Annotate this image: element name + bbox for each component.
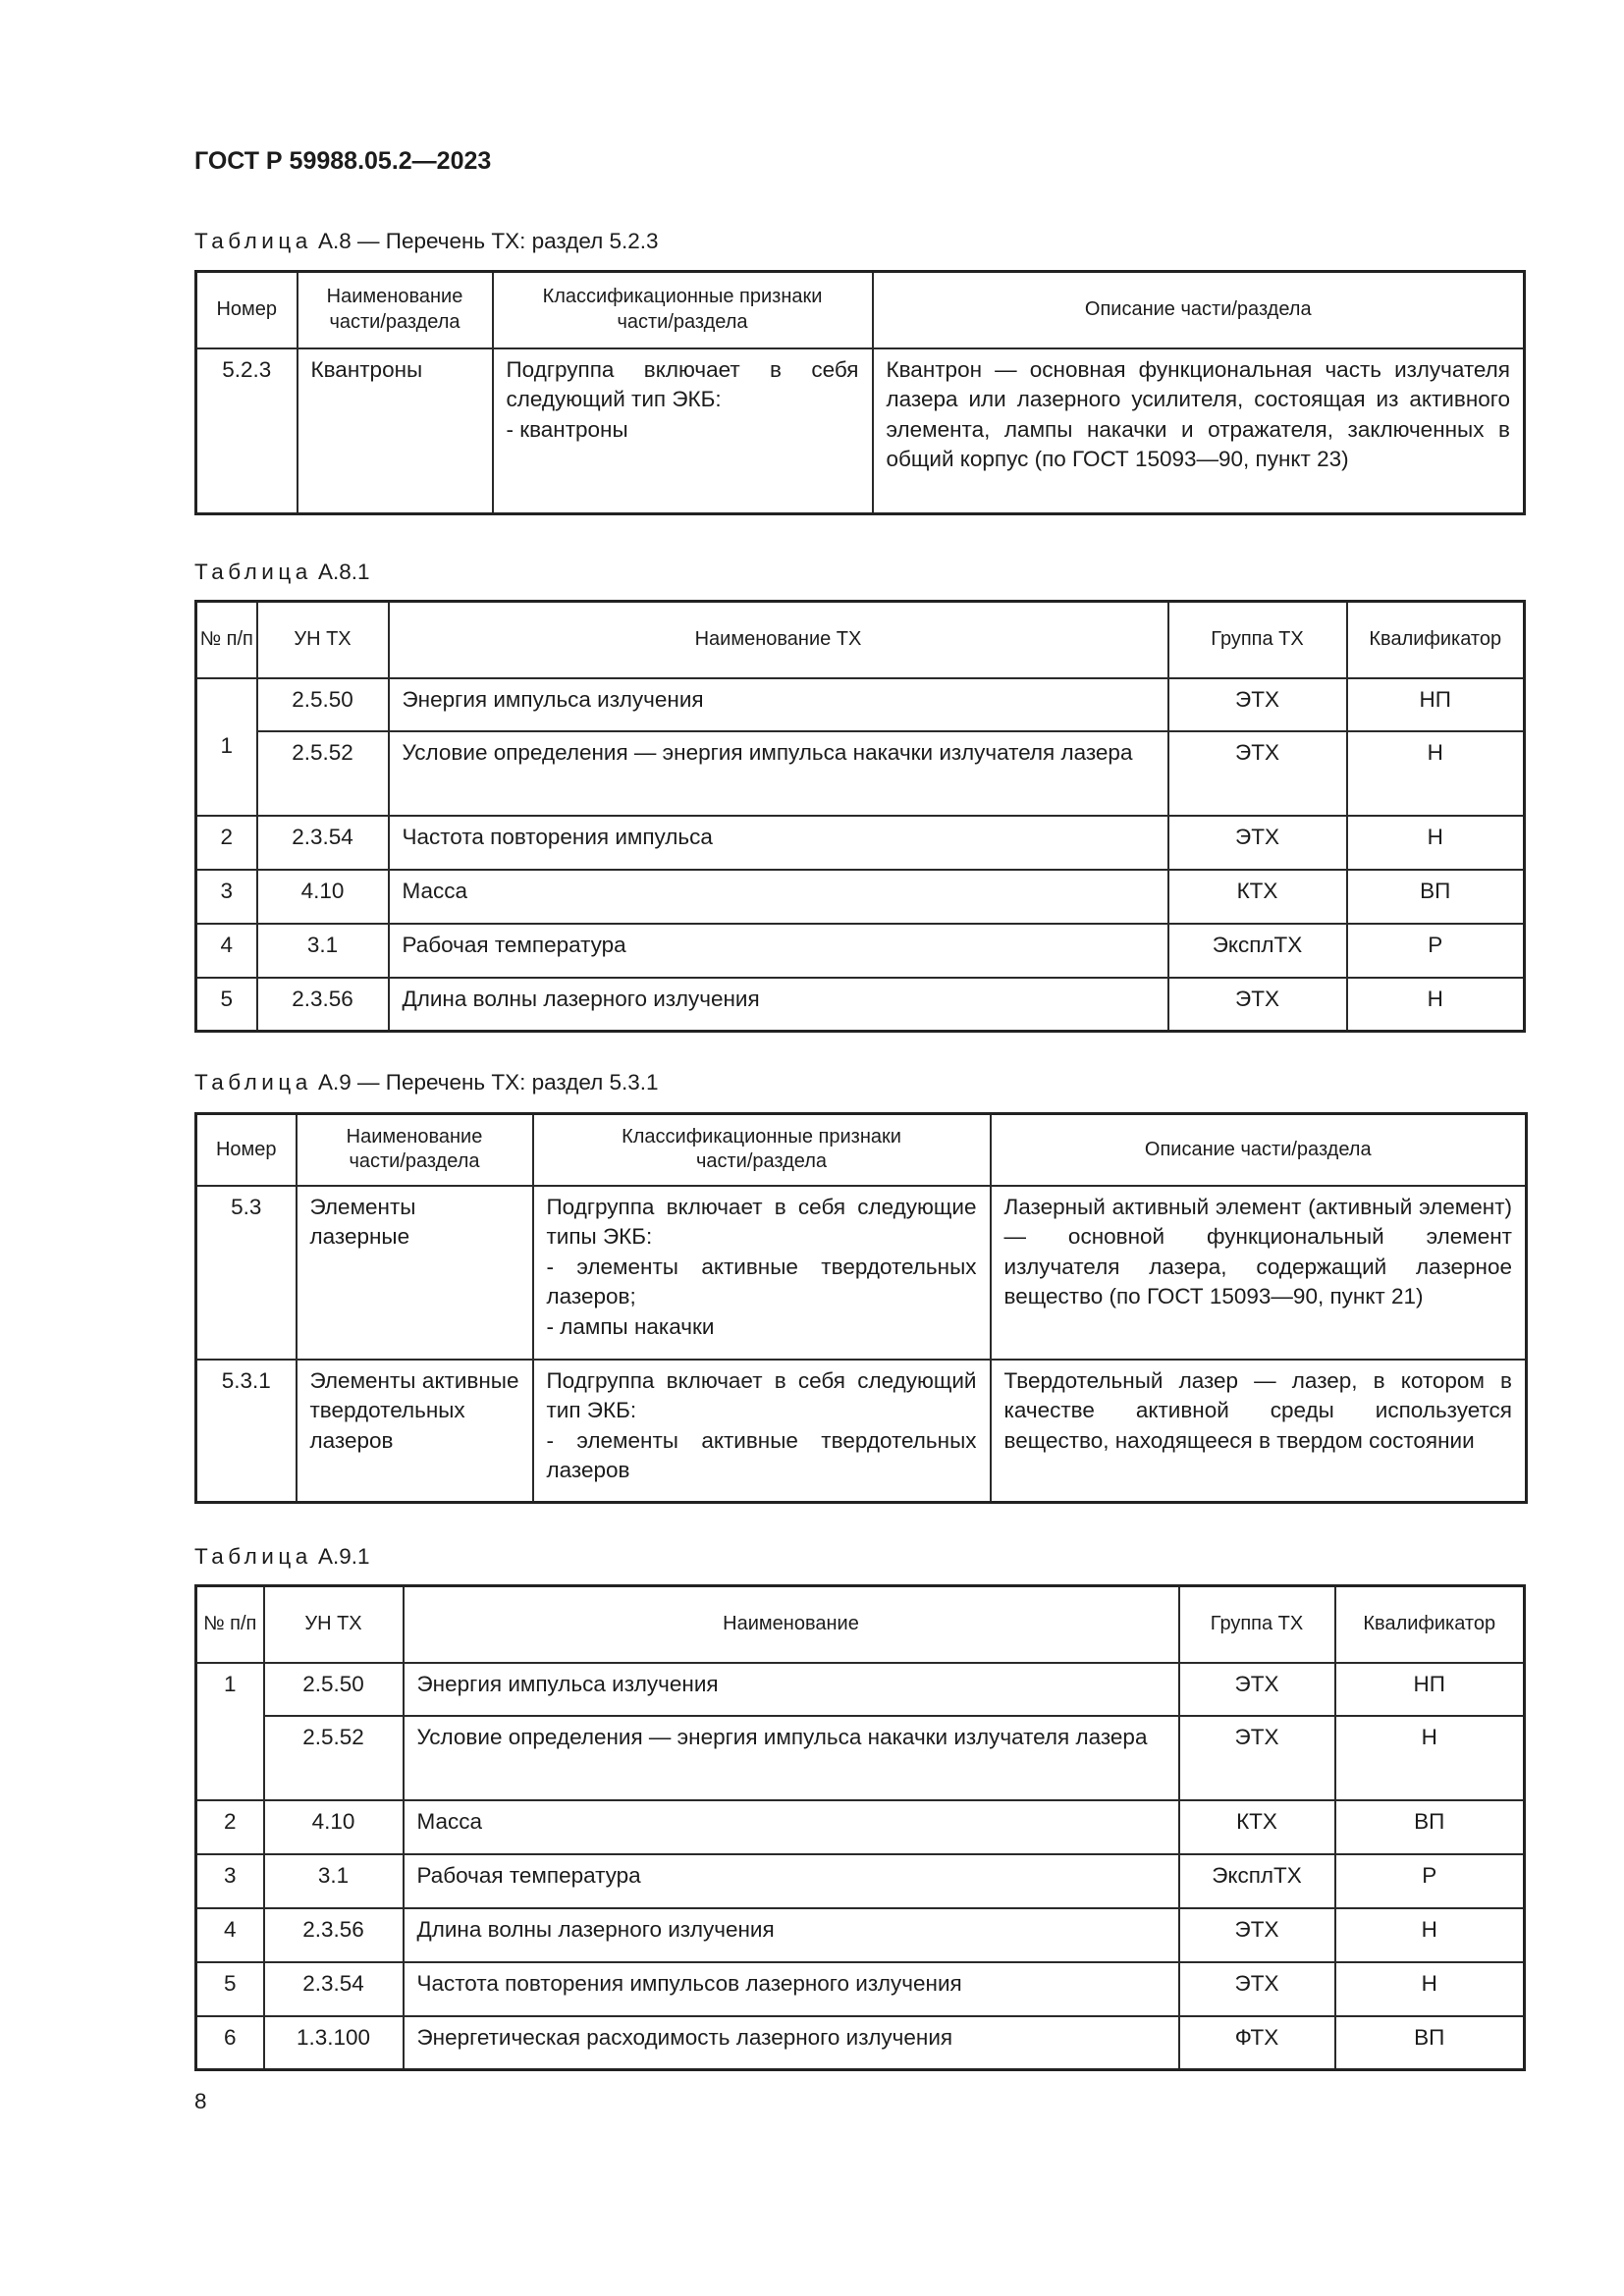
- table-row: [196, 978, 1525, 1032]
- table-a8-cell-features: Подгруппа включает в себя следующий тип ЭКБ: - квантроны: [493, 348, 873, 514]
- table-a91-cell-code: 2.5.52: [264, 1716, 404, 1800]
- table-row: [196, 1663, 1525, 1716]
- table-a81-cell-name: Условие определения — энергия импульса накачки излучателя лазера: [389, 731, 1168, 816]
- table-a91-cell-name: Условие определения — энергия импульса накачки излучателя лазера: [404, 1716, 1179, 1800]
- table-a81-header-qualifier: Квалификатор: [1347, 602, 1525, 678]
- table-a81-cell-code: 2.5.50: [257, 678, 389, 731]
- table-row: [196, 678, 1525, 731]
- table-a81-cell-group: ЭТХ: [1168, 978, 1347, 1032]
- table-a91-header-qualifier: Квалификатор: [1335, 1586, 1525, 1663]
- table-a8-caption-word: Таблица: [194, 229, 312, 253]
- table-a91: [194, 1584, 1526, 2071]
- table-a81-cell-no: 1: [196, 678, 257, 816]
- table-row: [196, 816, 1525, 870]
- table-row: [196, 348, 1525, 514]
- table-a81-cell-qualifier: Н: [1347, 731, 1525, 816]
- table-a8-cell-name: Квантроны: [298, 348, 493, 514]
- page-number: 8: [194, 2089, 207, 2113]
- table-a81-header-name: Наименование ТХ: [389, 602, 1168, 678]
- table-a81-cell-code: 3.1: [257, 924, 389, 978]
- table-a91-cell-group: ЭТХ: [1179, 1716, 1335, 1800]
- table-a91-caption: [194, 1544, 370, 1570]
- table-a81-cell-no: 2: [196, 816, 257, 870]
- table-a8-header-number: Номер: [196, 272, 298, 348]
- table-a81-caption-text: А.8.1: [318, 560, 370, 584]
- table-a81-cell-name: Длина волны лазерного излучения: [389, 978, 1168, 1032]
- table-a91-cell-no: 4: [196, 1908, 264, 1962]
- table-a91-cell-name: Частота повторения импульсов лазерного излучения: [404, 1962, 1179, 2016]
- table-a91-cell-name: Масса: [404, 1800, 1179, 1854]
- table-a9-cell-number: 5.3: [196, 1186, 297, 1360]
- table-a9-header-description: Описание части/раздела: [991, 1114, 1527, 1186]
- table-a91-cell-qualifier: НП: [1335, 1663, 1525, 1716]
- table-a81-header-code: УН ТХ: [257, 602, 389, 678]
- table-a91-cell-name: Энергия импульса излучения: [404, 1663, 1179, 1716]
- table-a8: [194, 270, 1526, 515]
- table-row: [196, 2016, 1525, 2070]
- table-a9-caption: [194, 1070, 659, 1095]
- table-a91-cell-name: Длина волны лазерного излучения: [404, 1908, 1179, 1962]
- table-a81-cell-no: 5: [196, 978, 257, 1032]
- table-a8-cell-number: 5.2.3: [196, 348, 298, 514]
- table-a91-cell-code: 2.3.56: [264, 1908, 404, 1962]
- table-row: [196, 1360, 1527, 1503]
- table-a91-cell-code: 4.10: [264, 1800, 404, 1854]
- table-a91-cell-group: ФТХ: [1179, 2016, 1335, 2070]
- table-a9-header-features: Классификационные признаки части/раздела: [533, 1114, 991, 1186]
- table-a81-cell-name: Энергия импульса излучения: [389, 678, 1168, 731]
- table-a81-cell-group: ЭТХ: [1168, 731, 1347, 816]
- table-a81-cell-qualifier: ВП: [1347, 870, 1525, 924]
- table-a81-cell-name: Рабочая температура: [389, 924, 1168, 978]
- table-a91-cell-no: 2: [196, 1800, 264, 1854]
- table-a91-cell-qualifier: Н: [1335, 1716, 1525, 1800]
- table-a9-header-number: Номер: [196, 1114, 297, 1186]
- table-a81-cell-qualifier: НП: [1347, 678, 1525, 731]
- table-a91-cell-qualifier: ВП: [1335, 1800, 1525, 1854]
- table-a9-cell-features: Подгруппа включает в себя следующие типы ЭКБ: - элементы активные твердотельных лазеров; - лампы накачки: [533, 1186, 991, 1360]
- table-a91-cell-group: ЭксплТХ: [1179, 1854, 1335, 1908]
- table-a91-cell-no: 6: [196, 2016, 264, 2070]
- table-a91-cell-group: КТХ: [1179, 1800, 1335, 1854]
- table-row: [196, 731, 1525, 816]
- table-a91-cell-code: 2.5.50: [264, 1663, 404, 1716]
- table-a81-cell-qualifier: Н: [1347, 978, 1525, 1032]
- table-a91-cell-code: 3.1: [264, 1854, 404, 1908]
- table-a91-cell-qualifier: Р: [1335, 1854, 1525, 1908]
- table-row: [196, 1186, 1527, 1360]
- table-a91-cell-no: 1: [196, 1663, 264, 1800]
- table-a81-cell-no: 3: [196, 870, 257, 924]
- table-row: [196, 1854, 1525, 1908]
- table-a91-header-no: № п/п: [196, 1586, 264, 1663]
- table-a91-cell-qualifier: Н: [1335, 1908, 1525, 1962]
- table-a9-cell-name: Элементы лазерные: [297, 1186, 533, 1360]
- table-a9-cell-features: Подгруппа включает в себя следующий тип ЭКБ: - элементы активные твердотельных лазеров: [533, 1360, 991, 1503]
- table-a91-cell-name: Энергетическая расходимость лазерного излучения: [404, 2016, 1179, 2070]
- table-a81-cell-code: 2.3.54: [257, 816, 389, 870]
- table-a8-header-description: Описание части/раздела: [873, 272, 1525, 348]
- table-a8-header-features: Классификационные признаки части/раздела: [493, 272, 873, 348]
- table-a81-cell-code: 2.3.56: [257, 978, 389, 1032]
- table-a9-cell-number: 5.3.1: [196, 1360, 297, 1503]
- table-a91-cell-code: 1.3.100: [264, 2016, 404, 2070]
- table-a8-cell-description: Квантрон — основная функциональная часть излучателя лазера или лазерного усилителя, состоящая из активного элемента, лампы накачки и отражателя, заключенных в общий корпус (по ГОСТ 15093—90, пункт 23): [873, 348, 1525, 514]
- table-a9-caption-word: Таблица: [194, 1070, 312, 1095]
- table-a81-cell-code: 4.10: [257, 870, 389, 924]
- table-a81-cell-qualifier: Р: [1347, 924, 1525, 978]
- table-a9-cell-description: Твердотельный лазер — лазер, в котором в качестве активной среды используется вещество, находящееся в твердом состоянии: [991, 1360, 1527, 1503]
- table-a91-caption-word: Таблица: [194, 1544, 312, 1569]
- table-a91-cell-group: ЭТХ: [1179, 1962, 1335, 2016]
- table-a91-cell-code: 2.3.54: [264, 1962, 404, 2016]
- table-a81-cell-qualifier: Н: [1347, 816, 1525, 870]
- table-a81-caption: [194, 560, 370, 585]
- table-a9-caption-text: А.9 — Перечень ТХ: раздел 5.3.1: [318, 1070, 659, 1095]
- table-a81-cell-group: КТХ: [1168, 870, 1347, 924]
- table-a81-cell-group: ЭксплТХ: [1168, 924, 1347, 978]
- table-a81-cell-name: Масса: [389, 870, 1168, 924]
- table-row: [196, 924, 1525, 978]
- table-a8-header-name: Наименование части/раздела: [298, 272, 493, 348]
- table-a91-cell-qualifier: Н: [1335, 1962, 1525, 2016]
- table-a91-header-name: Наименование: [404, 1586, 1179, 1663]
- table-a91-header-group: Группа ТХ: [1179, 1586, 1335, 1663]
- table-row: [196, 1800, 1525, 1854]
- table-a9: [194, 1112, 1528, 1504]
- table-a81-cell-no: 4: [196, 924, 257, 978]
- table-row: [196, 1716, 1525, 1800]
- table-a9-cell-name: Элементы активные твердотельных лазеров: [297, 1360, 533, 1503]
- table-row: [196, 1962, 1525, 2016]
- table-a81-cell-name: Частота повторения импульса: [389, 816, 1168, 870]
- table-a81-header-no: № п/п: [196, 602, 257, 678]
- table-a81-caption-word: Таблица: [194, 560, 312, 584]
- table-a91-cell-no: 3: [196, 1854, 264, 1908]
- table-a91-caption-text: А.9.1: [318, 1544, 370, 1569]
- table-a91-cell-group: ЭТХ: [1179, 1663, 1335, 1716]
- table-a81-cell-group: ЭТХ: [1168, 678, 1347, 731]
- table-a9-header-name: Наименование части/раздела: [297, 1114, 533, 1186]
- table-a91-cell-name: Рабочая температура: [404, 1854, 1179, 1908]
- table-a8-caption: [194, 229, 659, 254]
- table-row: [196, 870, 1525, 924]
- table-a81-header-group: Группа ТХ: [1168, 602, 1347, 678]
- table-row: [196, 1908, 1525, 1962]
- table-a91-cell-qualifier: ВП: [1335, 2016, 1525, 2070]
- table-a81: [194, 600, 1526, 1033]
- table-a91-cell-group: ЭТХ: [1179, 1908, 1335, 1962]
- table-a9-cell-description: Лазерный активный элемент (активный элемент) — основной функциональный элемент излучателя лазера, содержащий лазерное вещество (по ГОСТ 15093—90, пункт 21): [991, 1186, 1527, 1360]
- table-a81-cell-group: ЭТХ: [1168, 816, 1347, 870]
- table-a91-header-code: УН ТХ: [264, 1586, 404, 1663]
- table-a81-cell-code: 2.5.52: [257, 731, 389, 816]
- table-a91-cell-no: 5: [196, 1962, 264, 2016]
- table-a8-caption-text: А.8 — Перечень ТХ: раздел 5.2.3: [318, 229, 659, 253]
- document-header: ГОСТ Р 59988.05.2—2023: [194, 147, 492, 175]
